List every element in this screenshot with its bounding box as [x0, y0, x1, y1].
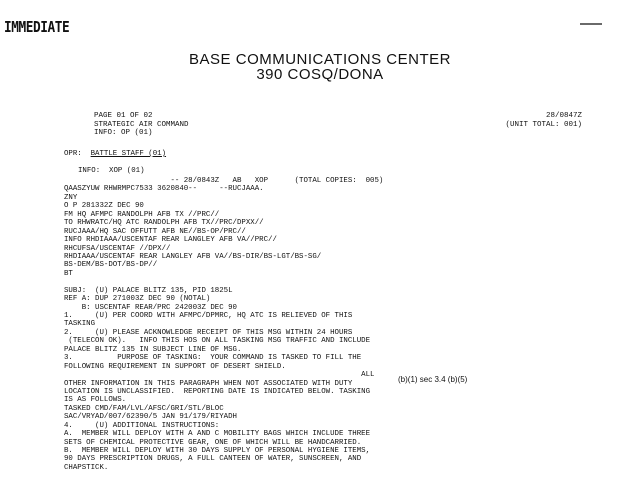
message-line: ZNY: [64, 193, 78, 202]
header-left: [94, 112, 189, 138]
message-line: RUCJAAA/HQ SAC OFFUTT AFB NE//BS-OP/PRC//: [64, 227, 246, 236]
redaction-note: (b)(1) sec 3.4 (b)(5): [398, 375, 468, 384]
message-line: OTHER INFORMATION IN THIS PARAGRAPH WHEN NOT ASSOCIATED WITH DUTY: [64, 379, 353, 388]
message-line: BS-DEM/BS-DOT/BS-DP//: [64, 261, 158, 270]
message-line: 3. PURPOSE OF TASKING: YOUR COMMAND IS TASKED TO FILL THE: [64, 354, 362, 363]
unit-total: (UNIT TOTAL: 001): [505, 120, 582, 129]
message-line: ALL: [64, 371, 375, 380]
message-line: RHCUFSA/USCENTAF //DPX//: [64, 244, 171, 253]
message-line: 2. (U) PLEASE ACKNOWLEDGE RECEIPT OF THIS MSG WITHIN 24 HOURS: [64, 328, 353, 337]
command-name: STRATEGIC AIR COMMAND: [94, 120, 189, 129]
message-body: [64, 177, 383, 472]
message-line: 1. (U) PER COORD WITH AFMPC/DPMRC, HQ ATC IS RELIEVED OF THIS: [64, 312, 353, 320]
message-line: LOCATION IS UNCLASSIFIED. REPORTING DATE IS INDICATED BELOW. TASKING: [64, 387, 371, 396]
message-line: 4. (U) ADDITIONAL INSTRUCTIONS:: [64, 421, 220, 430]
message-line: PALACE BLITZ 135 IN SUBJECT LINE OF MSG.: [64, 345, 242, 354]
ink-mark-icon: [580, 22, 602, 26]
opr-label: OPR:: [64, 150, 82, 158]
info-code: INFO: OP (01): [94, 129, 153, 138]
message-line: REF A: DUP 271003Z DEC 90 (NOTAL): [64, 295, 211, 304]
message-line: B. MEMBER WILL DEPLOY WITH 30 DAYS SUPPLY OF PERSONAL HYGIENE ITEMS,: [64, 447, 371, 455]
message-line: B: USCENTAF REAR/PRC 242003Z DEC 90: [64, 303, 237, 312]
message-line: A. MEMBER WILL DEPLOY WITH A AND C MOBILITY BAGS WHICH INCLUDE THREE: [64, 430, 371, 439]
page-indicator: PAGE 01 OF 02: [94, 112, 153, 120]
message-line: TASKING: [64, 320, 96, 329]
message-line: SETS OF CHEMICAL PROTECTIVE GEAR, ONE OF WHICH WILL BE HANDCARRIED.: [64, 438, 362, 447]
message-line: TO RHWRATC/HQ ATC RANDOLPH AFB TX//PRC/DPXX//: [64, 219, 264, 228]
message-line: RHDIAAA/USCENTAF REAR LANGLEY AFB VA//BS-DIR/BS-LGT/BS-SG/: [64, 252, 322, 261]
message-line: BT: [64, 269, 73, 278]
message-line: [64, 278, 383, 286]
message-line: O P 281332Z DEC 90: [64, 202, 144, 211]
message-line: FM HQ AFMPC RANDOLPH AFB TX //PRC//: [64, 210, 220, 219]
precedence-marking: IMMEDIATE: [4, 18, 70, 36]
dtg-stamp: 28/0847Z: [545, 112, 582, 120]
message-line: CHAPSTICK.: [64, 463, 109, 472]
message-line: SAC/VRYAD/007/62390/5 JAN 91/179/RIYADH: [64, 413, 237, 422]
message-line: TASKED CMD/FAM/LVL/AFSC/GRI/STL/BLOC: [64, 404, 224, 413]
opr-value: BATTLE STAFF (01): [90, 150, 167, 158]
center-title: BASE COMMUNICATIONS CENTER: [189, 51, 451, 68]
opr-line: [64, 150, 166, 158]
message-line: QAASZYUW RHWRMPC7533 3620840-- --RUCJAAA.: [64, 185, 264, 194]
header-right: [505, 112, 582, 129]
message-line: SUBJ: (U) PALACE BLITZ 135, PID 1825L: [64, 286, 233, 295]
message-line: -- 28/0843Z AB XOP (TOTAL COPIES: 005): [64, 177, 384, 185]
message-line: (TELECON OK). INFO THIS HOS ON ALL TASKING MSG TRAFFIC AND INCLUDE: [64, 337, 371, 346]
center-subtitle: 390 COSQ/DONA: [256, 66, 384, 83]
info-line: INFO: XOP (01): [78, 167, 145, 175]
message-line: 90 DAYS PRESCRIPTION DRUGS, A FULL CANTEEN OF WATER, SUNSCREEN, AND: [64, 455, 362, 464]
message-line: FOLLOWING REQUIREMENT IN SUPPORT OF DESERT SHIELD.: [64, 362, 286, 371]
message-line: INFO RHDIAAA/USCENTAF REAR LANGLEY AFB VA//PRC//: [64, 236, 277, 245]
message-line: IS AS FOLLOWS.: [64, 396, 127, 405]
